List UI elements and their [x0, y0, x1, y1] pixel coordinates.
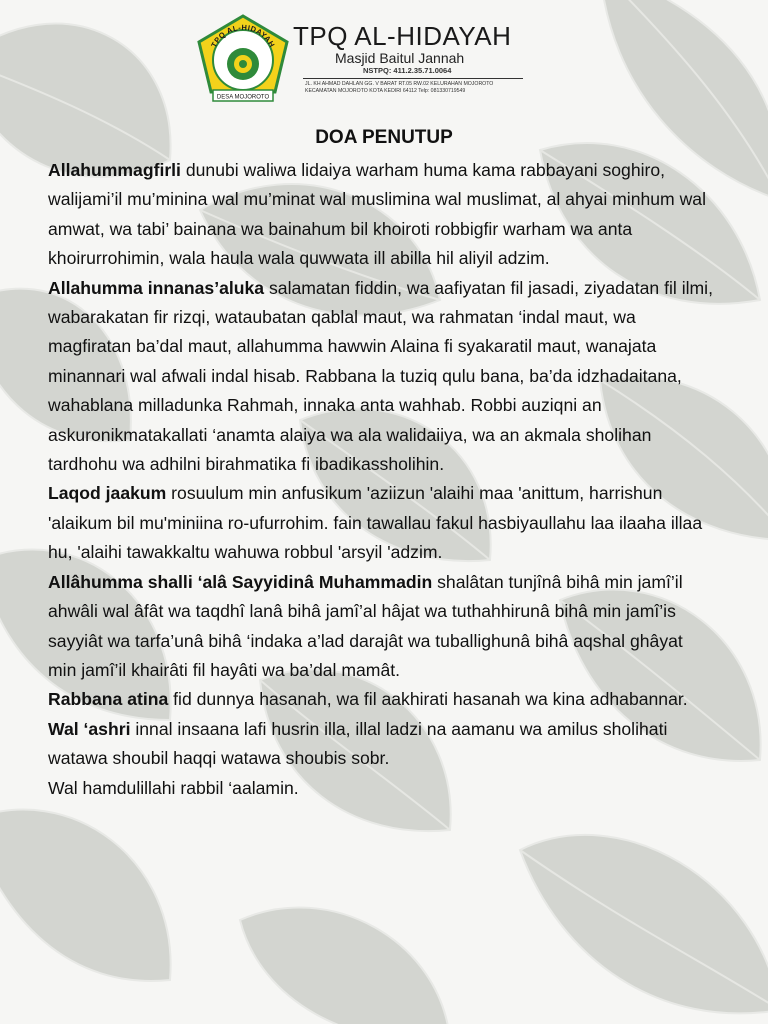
paragraph-1-lead: Allahummagfirli	[48, 160, 181, 180]
brand-address-line-2: KECAMATAN MOJOROTO KOTA KEDIRI 64112 Telp: 081330719549	[305, 88, 466, 94]
paragraph-7	[48, 774, 714, 803]
paragraph-2-body: salamatan fiddin, wa aafiyatan fil jasadi, ziyadatan fil ilmi, wabarakatan fir rizqi, wataubatan qablal maut, wa rahmatan ‘indal maut, wa magfiratan ba’dal maut, allahumma hawwin Alaina fi syakaratil maut, wanajata minannari wal afwali indal hisab. Rabbana la tuziq qulu bana, ba’da idzhadaitana, wahablana milladunka Rahmah, innaka anta wahhab. Robbi auziqni an askuronikmatakallati ‘anamta alaiya wa ala walidaiiya, wa an akmala sholihan tardhohu wa adhilni birahmatika fi ibadikassholihin.	[48, 277, 713, 475]
letterhead	[195, 14, 535, 106]
paragraph-5-body: fid dunnya hasanah, wa fil aakhirati hasanah wa kina adhabannar.	[168, 689, 688, 710]
paragraph-5	[48, 685, 714, 714]
paragraph-2	[48, 274, 714, 480]
logo-ribbon-text: DESA MOJOROTO	[216, 94, 270, 101]
paragraph-7-body: Wal hamdulillahi rabbil ‘aalamin.	[48, 777, 299, 798]
header-divider	[303, 78, 523, 79]
logo-ring-text: TPQ AL-HIDAYAH	[209, 22, 277, 50]
paragraph-3-body: rosuulum min anfusikum 'aziizun 'alaihi maa 'anittum, harrishun 'alaikum bil mu'miniina ro-ufurrohim. fain tawallau fakul hasbiyaullahu laa ilaaha illaa hu, 'alaihi tawakkaltu wahuwa robbul 'arsyil 'adzim.	[48, 483, 703, 563]
paragraph-1	[48, 156, 714, 274]
paragraph-4	[48, 568, 714, 686]
brand-subtitle: Masjid Baitul Jannah	[335, 50, 465, 66]
doa-text	[48, 156, 714, 803]
paragraph-3-lead: Laqod jaakum	[48, 483, 167, 504]
paragraph-2-lead: Allahumma innanas’aluka	[48, 277, 265, 298]
paragraph-6	[48, 715, 714, 774]
brand-title: TPQ AL-HIDAYAH	[293, 21, 512, 51]
paragraph-3	[48, 479, 714, 567]
brand-address-line-1: JL. KH AHMAD DAHLAN GG. V BARAT RT.05 RW.02 KELURAHAN MOJOROTO	[305, 81, 494, 87]
brand-nstpq: NSTPQ: 411.2.35.71.0064	[363, 66, 452, 75]
paragraph-1-body: dunubi waliwa lidaiya warham huma kama rabbayani soghiro, walijami’il mu’minina wal mu’minat wal muslimina wal muslimat, al ahyai minhum wal amwat, wa tabi’ bainana wa bainahum bil khoiroti robbigfir warham wa anta khoirurrohimin, wala haula wala quwwata ill abilla hil aliyil adzim.	[48, 160, 706, 269]
paragraph-4-lead: Allâhumma shalli ‘alâ Sayyidinâ Muhammadin	[48, 571, 433, 592]
paragraph-6-body: innal insaana lafi husrin illa, illal ladzi na aamanu wa amilus sholihati watawa shoubil haqqi watawa shoubis sobr.	[48, 718, 668, 769]
paragraph-5-lead: Rabbana atina	[48, 689, 169, 710]
paragraph-6-lead: Wal ‘ashri	[48, 718, 131, 739]
brand-block	[293, 22, 533, 95]
paragraph-4-body: shalâtan tunjînâ bihâ min jamî’il ahwâli wal âfât wa taqdhî lanâ bihâ jamî’al hâjat wa tuthahhirunâ bihâ min jamî’is sayyiât wa tarfa’unâ bihâ ‘indaka a’lad darajât wa tuballighunâ bihâ aqshal ghâyat min jamî’il khairâti fil hayâti wa ba’dal mamât.	[48, 571, 683, 680]
doc-title: DOA PENUTUP	[315, 127, 453, 148]
tpq-emblem-icon	[195, 14, 291, 104]
